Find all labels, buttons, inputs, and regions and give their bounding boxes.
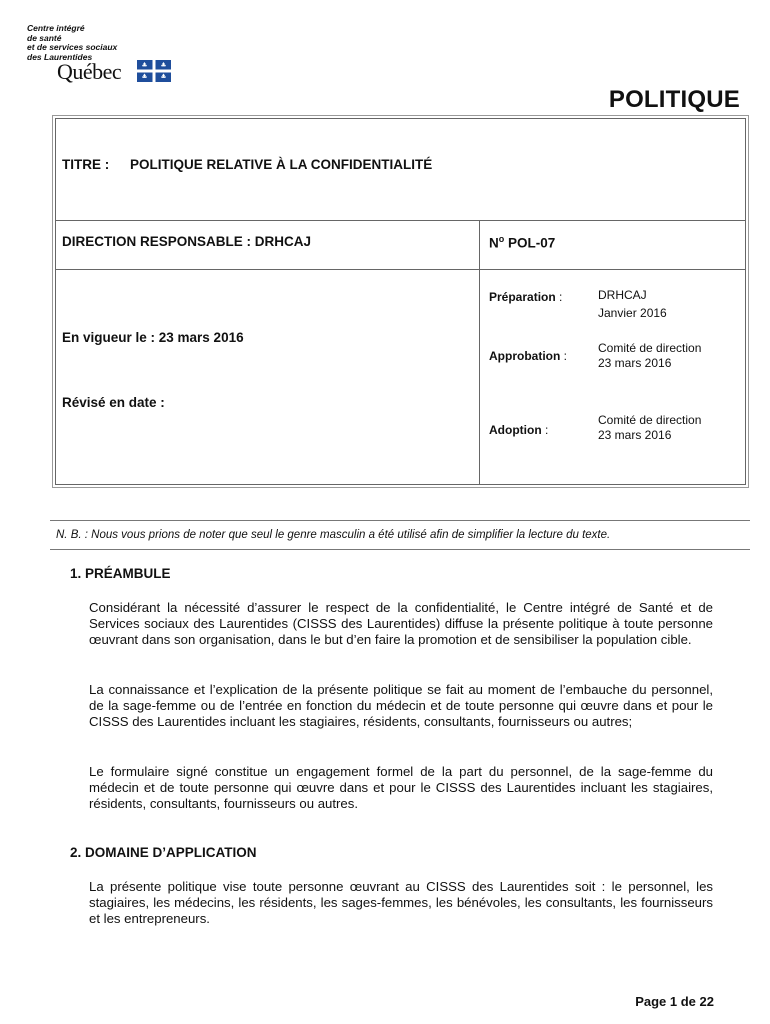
policy-info-table: [55, 118, 746, 485]
logo-line-3: et de services sociaux: [27, 42, 118, 52]
gender-note-bar: [50, 520, 750, 550]
policy-title: POLITIQUE RELATIVE À LA CONFIDENTIALITÉ: [130, 157, 433, 172]
preparation-label: Préparation :: [489, 290, 563, 304]
section-1-paragraph-1: Considérant la nécessité d’assurer le respect de la confidentialité, le Centre intégré de Santé et de Services sociaux des Laurentides (CISSS des Laurentides) diffuse la présente politique à toute personne œuvrant dans son organisation, dans le but d’en faire la promotion et de sensibiliser la population cible.: [89, 600, 713, 647]
revise-date: Révisé en date :: [62, 395, 165, 410]
title-label: TITRE :: [62, 157, 110, 172]
en-vigueur-date: En vigueur le : 23 mars 2016: [62, 330, 244, 345]
adoption-label: Adoption :: [489, 423, 549, 437]
direction-responsable: DIRECTION RESPONSABLE : DRHCAJ: [62, 234, 312, 249]
organization-logo: [27, 24, 177, 84]
preparation-value: DRHCAJ Janvier 2016: [598, 288, 667, 320]
section-1-paragraph-2: La connaissance et l’explication de la présente politique se fait au moment de l’embauche du personnel, de la sage-femme ou de l’entrée en fonction du médecin et de toute personne qui œuvre dans et pour le CISSS des Laurentides incluant les stagiaires, résidents, consultants, fournisseurs ou autres;: [89, 682, 713, 729]
page-number: Page 1 de 22: [635, 994, 714, 1009]
approbation-label: Approbation :: [489, 349, 567, 363]
section-1-paragraph-3: Le formulaire signé constitue un engagement formel de la part du personnel, de la sage-femme du médecin et de toute personne qui œuvre dans et pour le CISSS des Laurentides incluant les stagiaires, résidents, consultants, fournisseurs ou autres.: [89, 764, 713, 811]
column-divider: [479, 221, 480, 484]
direction-row: [56, 221, 745, 270]
logo-line-2: de santé: [27, 32, 62, 43]
quebec-flag-icon: [137, 60, 171, 82]
title-row: [56, 119, 745, 221]
approbation-value: Comité de direction 23 mars 2016: [598, 341, 702, 370]
section-2-heading: 2. DOMAINE D’APPLICATION: [70, 845, 257, 860]
section-1-heading: 1. PRÉAMBULE: [70, 566, 171, 581]
policy-number: $N^o$ POL-07: [489, 234, 556, 251]
adoption-value: Comité de direction 23 mars 2016: [598, 413, 702, 442]
logo-line-4: des Laurentides: [27, 51, 93, 62]
section-2-paragraph-1: La présente politique vise toute personne œuvrant au CISSS des Laurentides soit : le personnel, les stagiaires, les médecins, les résidents, les sages-femmes, les bénévoles, les consultants, les fournisseurs et les entrepreneurs.: [89, 879, 713, 926]
logo-wordmark: Québec: [57, 59, 122, 84]
logo-line-1: Centre intégré: [27, 23, 85, 33]
gender-note: N. B. : Nous vous prions de noter que seul le genre masculin a été utilisé afin de simplifier la lecture du texte.: [56, 529, 611, 541]
document-type-heading: POLITIQUE: [608, 86, 740, 113]
